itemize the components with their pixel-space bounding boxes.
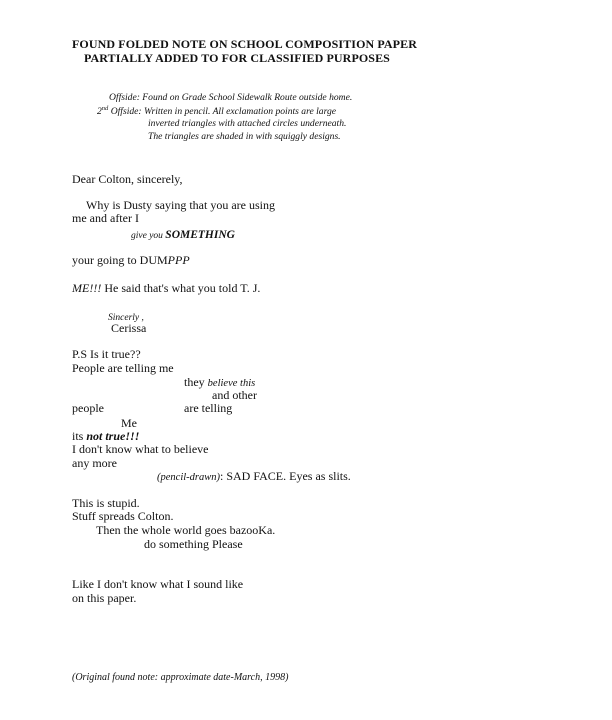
stanza-3-line-1: Like I don't know what I sound like <box>72 577 244 591</box>
paragraph-2-italic: PPP <box>167 253 190 267</box>
ps-line-2: People are telling me <box>72 361 174 375</box>
paragraph-1-line-3 <box>131 225 235 243</box>
ps-line-7-text: its <box>72 429 87 443</box>
ps-line-9: any more <box>72 456 117 470</box>
stanza-2-line-1: This is stupid. <box>72 496 140 510</box>
paragraph-2-text: your going to DUM <box>72 253 168 267</box>
ps-line-5-right: are telling <box>184 401 233 415</box>
ps-line-10 <box>157 469 351 484</box>
ps-line-6: Me <box>121 416 137 430</box>
footer-note: (Original found note: approximate date-March, 1998) <box>72 672 289 683</box>
offside-note-line-1: Offside: Found on Grade School Sidewalk Route outside home. <box>109 92 353 103</box>
closing-comma: , <box>139 313 144 323</box>
ps-line-8: I don't know what to believe <box>72 442 209 456</box>
closing-word: Sincerly <box>108 313 140 323</box>
ordinal-number: 2 <box>97 106 102 118</box>
paragraph-3 <box>72 281 260 296</box>
document-title-line-2: PARTIALLY ADDED TO FOR CLASSIFIED PURPOSES <box>84 51 390 65</box>
ps-line-5-left: people <box>72 401 104 415</box>
paragraph-1-line-2: me and after I <box>72 211 139 225</box>
ordinal-suffix: nd <box>101 105 109 112</box>
not-true-emphasis: not true!!! <box>86 429 140 443</box>
offside-note-line-2 <box>97 105 336 117</box>
offside-note-line-3: inverted triangles with attached circles underneath. <box>148 118 347 129</box>
ps-line-4: and other <box>212 388 257 402</box>
offside-note-line-4: The triangles are shaded in with squiggly designs. <box>148 131 341 142</box>
me-emphasis: ME!!! <box>72 281 102 295</box>
ps-line-3-text: they <box>184 375 208 389</box>
stanza-2-line-4: do something Please <box>144 537 243 551</box>
paragraph-3-text: He said that's what you told T. J. <box>101 281 261 295</box>
pencil-drawn-italic: (pencil-drawn) <box>157 472 220 483</box>
paragraph-2 <box>72 253 190 268</box>
sad-face-text: : SAD FACE. Eyes as slits. <box>220 469 351 483</box>
stanza-2-line-3: Then the whole world goes bazooKa. <box>96 523 276 537</box>
something-emphasis: SOMETHING <box>165 229 235 241</box>
give-you-text: give you <box>131 231 166 241</box>
offside-note-line-2-text: Offside: Written in pencil. All exclamation points are large <box>108 106 337 118</box>
believe-this-italic: believe this <box>207 378 256 389</box>
stanza-3-line-2: on this paper. <box>72 591 137 605</box>
ps-line-1: P.S Is it true?? <box>72 347 141 361</box>
salutation: Dear Colton, sincerely, <box>72 172 183 186</box>
stanza-2-line-2: Stuff spreads Colton. <box>72 509 174 523</box>
paragraph-1-line-1: Why is Dusty saying that you are using <box>86 198 275 212</box>
document-title-line-1: FOUND FOLDED NOTE ON SCHOOL COMPOSITION PAPER <box>72 37 417 51</box>
signature: Cerissa <box>111 321 147 335</box>
